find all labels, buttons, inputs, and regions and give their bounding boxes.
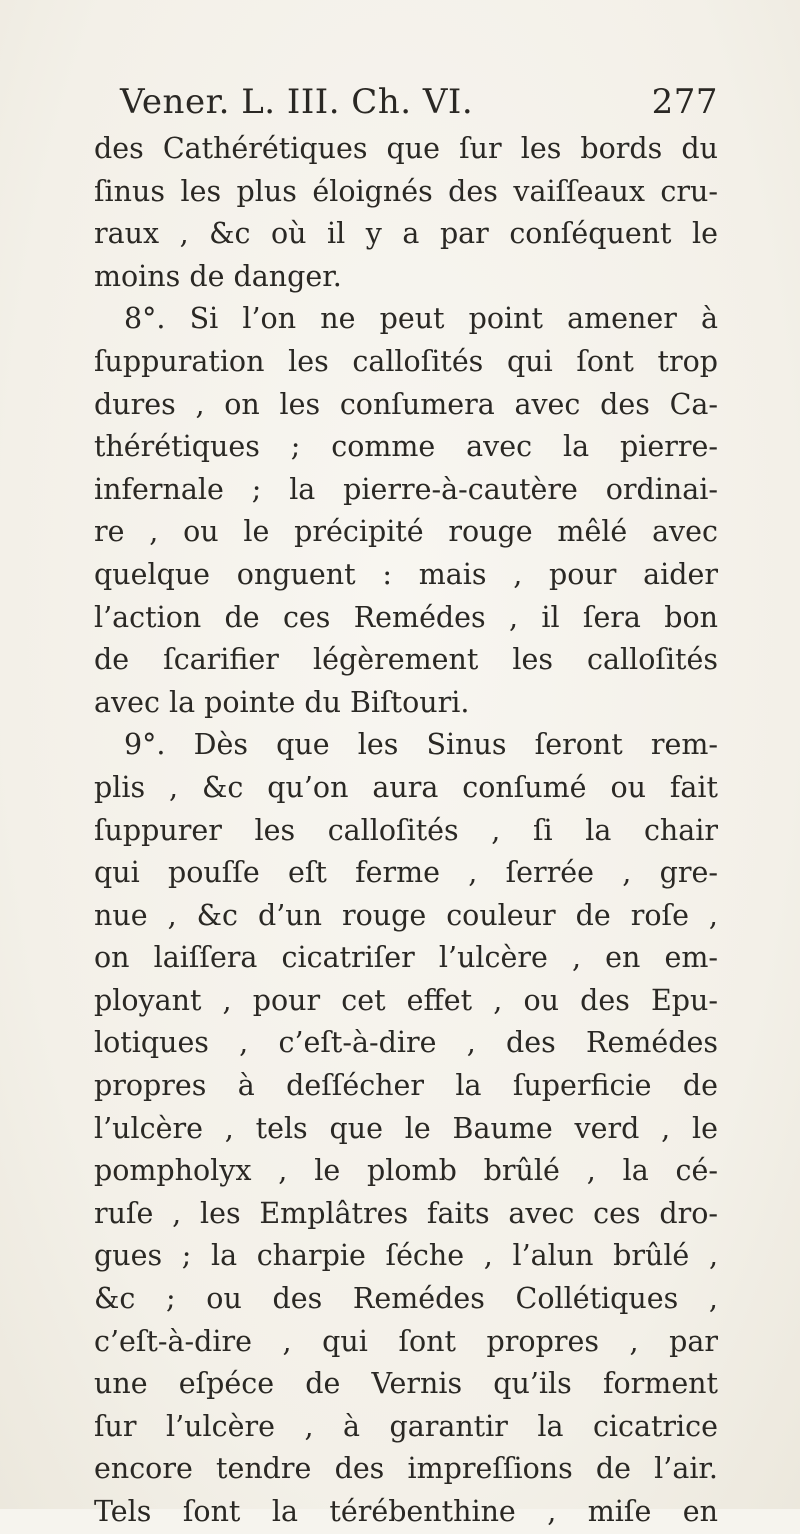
text-line: pompholyx , le plomb brûlé , la cé- bbox=[94, 1154, 718, 1188]
text-line: &c ; ou des Remédes Collétiques , bbox=[94, 1282, 718, 1316]
running-head: Vener. L. III. Ch. VI. bbox=[120, 82, 474, 122]
text-line: ployant , pour cet effet , ou des Epu- bbox=[94, 983, 718, 1017]
text-line: l’action de ces Remédes , il ſera bon bbox=[94, 600, 718, 634]
text-line: qui pouſſe eſt ferme , ſerrée , gre- bbox=[94, 856, 718, 890]
text-line: moins de danger. bbox=[94, 259, 342, 293]
text-line: l’ulcère , tels que le Baume verd , le bbox=[94, 1111, 718, 1145]
text-line: ſuppuration les calloſités qui ſont trop bbox=[94, 344, 718, 378]
text-line: nue , &c d’un rouge couleur de roſe , bbox=[94, 898, 718, 932]
text-line: des Cathérétiques que ſur les bords du bbox=[94, 132, 718, 165]
text-line: dures , on les conſumera avec des Ca- bbox=[94, 387, 718, 421]
body-text bbox=[94, 128, 718, 1534]
text-line: propres à deſſécher la ſuperficie de bbox=[94, 1069, 718, 1103]
text-line: plis , &c qu’on aura conſumé ou fait bbox=[94, 770, 718, 804]
text-line: on laiſſera cicatriſer l’ulcère , en em- bbox=[94, 941, 718, 975]
text-line: ſuppurer les calloſités , ſi la chair bbox=[94, 813, 718, 847]
text-line: ruſe , les Emplâtres faits avec ces dro- bbox=[94, 1196, 718, 1230]
text-line: ſinus les plus éloignés des vaiſſeaux cru- bbox=[94, 174, 718, 208]
text-line: 9°. Dès que les Sinus ſeront rem- bbox=[124, 728, 718, 762]
text-line: re , ou le précipité rouge mêlé avec bbox=[94, 515, 718, 549]
text-line: raux , &c où il y a par conſéquent le bbox=[94, 217, 718, 251]
text-line: une eſpéce de Vernis qu’ils forment bbox=[94, 1367, 718, 1401]
text-line: thérétiques ; comme avec la pierre- bbox=[94, 430, 718, 464]
text-line: c’eſt-à-dire , qui ſont propres , par bbox=[94, 1324, 718, 1358]
text-line: de ſcarifier légèrement les calloſités bbox=[94, 643, 718, 677]
text-line: encore tendre des impreſſions de l’air. bbox=[94, 1452, 718, 1486]
text-line: ſur l’ulcère , à garantir la cicatrice bbox=[94, 1409, 718, 1443]
text-line: avec la pointe du Biſtouri. bbox=[94, 685, 470, 719]
text-line: Tels ſont la térébenthine , miſe en bbox=[94, 1495, 718, 1528]
text-line: quelque onguent : mais , pour aider bbox=[94, 557, 718, 591]
text-line: infernale ; la pierre-à-cautère ordinai- bbox=[94, 472, 718, 506]
page-number: 277 bbox=[651, 82, 718, 122]
text-line: lotiques , c’eſt-à-dire , des Remédes bbox=[94, 1026, 718, 1060]
text-line: gues ; la charpie ſéche , l’alun brûlé , bbox=[94, 1239, 718, 1273]
text-line: 8°. Si l’on ne peut point amener à bbox=[124, 302, 718, 336]
page-header bbox=[120, 78, 718, 126]
